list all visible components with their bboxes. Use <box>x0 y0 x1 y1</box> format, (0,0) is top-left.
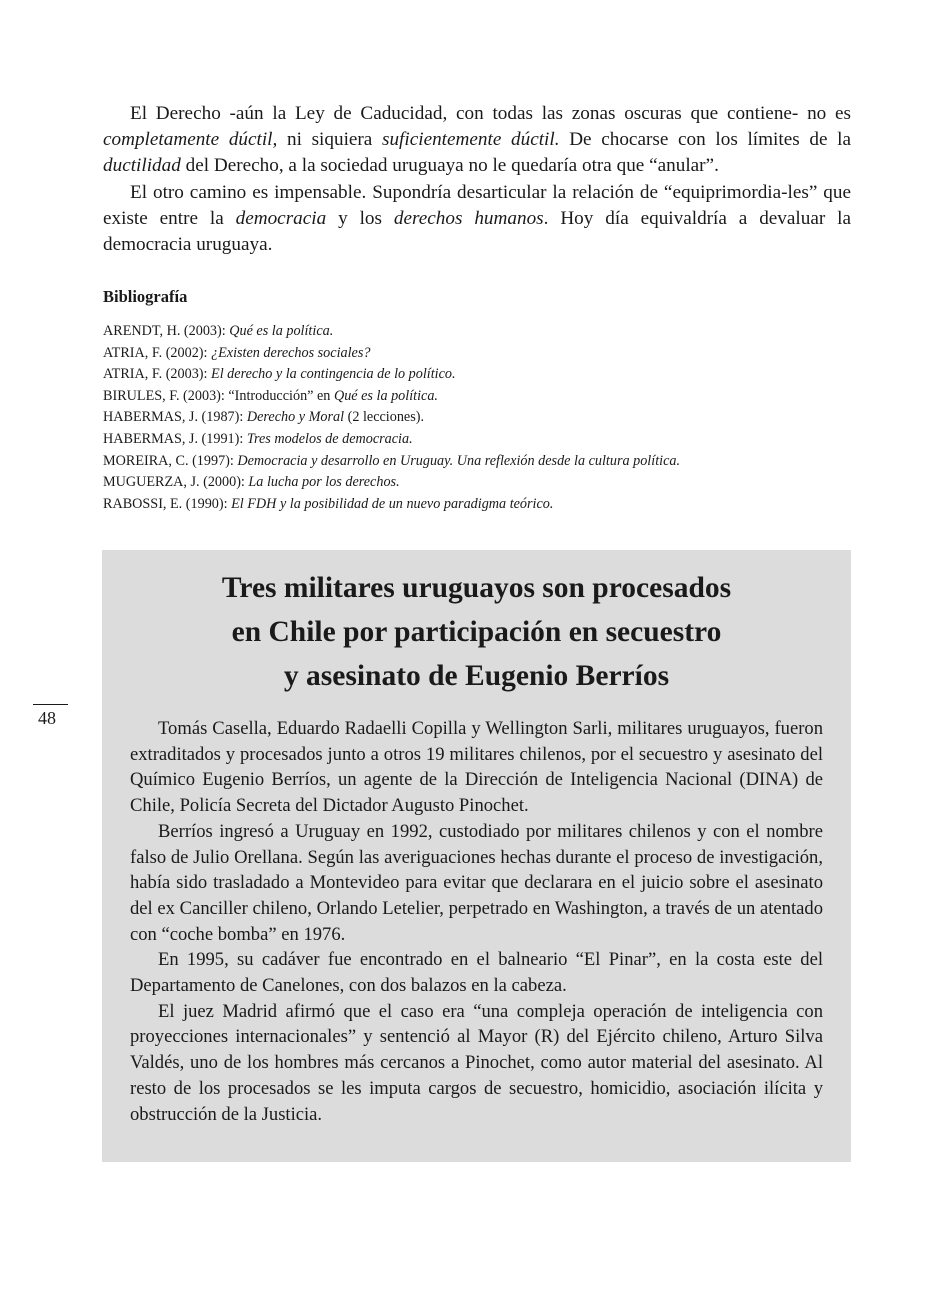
text-run: El Derecho -aún la Ley de Caducidad, con todas las zonas oscuras que contiene- no es <box>130 103 851 124</box>
bib-work: Qué es la política. <box>229 323 334 339</box>
news-box-body <box>130 716 823 1127</box>
bibliography-entry <box>103 451 851 473</box>
title-line: y asesinato de Eugenio Berríos <box>283 660 670 692</box>
text-run: De chocarse con los límites de la <box>559 129 851 151</box>
italic-run: derechos humanos <box>393 207 544 229</box>
bib-work: Democracia y desarrollo en Uruguay. Una reflexión desde la cultura política. <box>237 452 681 469</box>
intro-paragraph-1 <box>103 101 851 180</box>
italic-run: ductilidad <box>103 155 181 177</box>
news-paragraph: Tomás Casella, Eduardo Radaelli Copilla y Wellington Sarli, militares uruguayos, fueron extraditados y procesados junto a otros 19 militares chilenos, por el secuestro y asesinato del Químico Eugenio Berríos, un agente de la Dirección de Inteligencia Nacional (DINA) de Chile, Policía Secreta del Dictador Augusto Pinochet. <box>130 718 823 817</box>
bib-work: Qué es la política. <box>333 387 438 404</box>
text-run: El otro camino es impensable. Supondría desarticular la relación de “equiprimordia-les” que existe entre la <box>103 181 851 229</box>
bib-author: MUGUERZA, J. (2000): <box>103 474 249 491</box>
bibliography-entry <box>103 472 851 494</box>
news-paragraph: Berríos ingresó a Uruguay en 1992, custodiado por militares chilenos y con el nombre falso de Julio Orellana. Según las averiguaciones hechas durante el proceso de investigación, había sido trasladado a Montevideo para evitar que declarara en el juicio sobre el asesinato del ex Canciller chileno, Orlando Letelier, perpetrado en Washington, a través de un atentado con “coche bomba” en 1976. <box>130 820 823 945</box>
bib-work: La lucha por los derechos. <box>248 474 400 491</box>
bib-author: ATRIA, F. (2002): <box>103 344 212 361</box>
news-paragraph: En 1995, su cadáver fue encontrado en el balneario “El Pinar”, en la costa este del Departamento de Canelones, con dos balazos en la cabeza. <box>130 949 823 997</box>
bib-author: RABOSSI, E. (1990): <box>103 495 232 512</box>
italic-run: suficientemente dúctil. <box>382 129 560 151</box>
intro-paragraph-2 <box>103 180 851 259</box>
text-run: ni siquiera <box>277 129 382 151</box>
bib-author: MOREIRA, C. (1997): <box>103 452 238 469</box>
bib-work: Derecho y Moral <box>246 409 345 426</box>
title-line: Tres militares uruguayos son procesados <box>221 572 732 604</box>
bibliography-list <box>103 321 851 515</box>
title-line: en Chile por participación en secuestro <box>231 616 722 648</box>
bib-work: Tres modelos de democracia. <box>246 430 413 447</box>
bibliography-entry <box>103 343 851 365</box>
bibliography-heading: Bibliografía <box>103 287 188 306</box>
page-number-rule <box>33 704 68 705</box>
intro-text <box>103 101 851 258</box>
bibliography-entry <box>103 364 851 386</box>
text-run: . Hoy día equivaldría a devaluar la democracia uruguaya. <box>103 207 851 256</box>
bibliography-entry <box>103 407 851 429</box>
bibliography-entry <box>103 321 851 343</box>
bib-author: HABERMAS, J. (1991): <box>103 430 247 447</box>
italic-run: democracia <box>235 207 327 229</box>
bibliography-entry <box>103 429 851 451</box>
bib-author: ARENDT, H. (2003): <box>103 323 230 339</box>
news-box-title <box>102 566 851 698</box>
italic-run: completamente dúctil, <box>103 129 278 151</box>
bib-author: BIRULES, F. (2003): “Introducción” en <box>103 387 334 404</box>
bib-work: El derecho y la contingencia de lo político. <box>211 366 456 383</box>
bib-work: ¿Existen derechos sociales? <box>211 344 371 361</box>
bib-tail: (2 lecciones). <box>344 409 425 426</box>
text-run: del Derecho, a la sociedad uruguaya no le quedaría otra que “anular”. <box>180 155 719 177</box>
bibliography-entry <box>103 386 851 408</box>
text-run: y los <box>326 207 394 229</box>
bib-author: ATRIA, F. (2003): <box>103 366 212 383</box>
bibliography-entry <box>103 494 851 516</box>
news-paragraph: El juez Madrid afirmó que el caso era “una compleja operación de inteligencia con proyecciones internacionales” y sentenció al Mayor (R) del Ejército chileno, Arturo Silva Valdés, uno de los hombres más cercanos a Pinochet, como autor material del asesinato. Al resto de los procesados se les imputa cargos de secuestro, homicidio, asociación ilícita y obstrucción de la Justicia. <box>130 1000 823 1125</box>
page-number: 48 <box>38 708 56 728</box>
bib-author: HABERMAS, J. (1987): <box>103 409 247 426</box>
bib-work: El FDH y la posibilidad de un nuevo paradigma teórico. <box>231 495 554 512</box>
news-box <box>102 550 851 1162</box>
